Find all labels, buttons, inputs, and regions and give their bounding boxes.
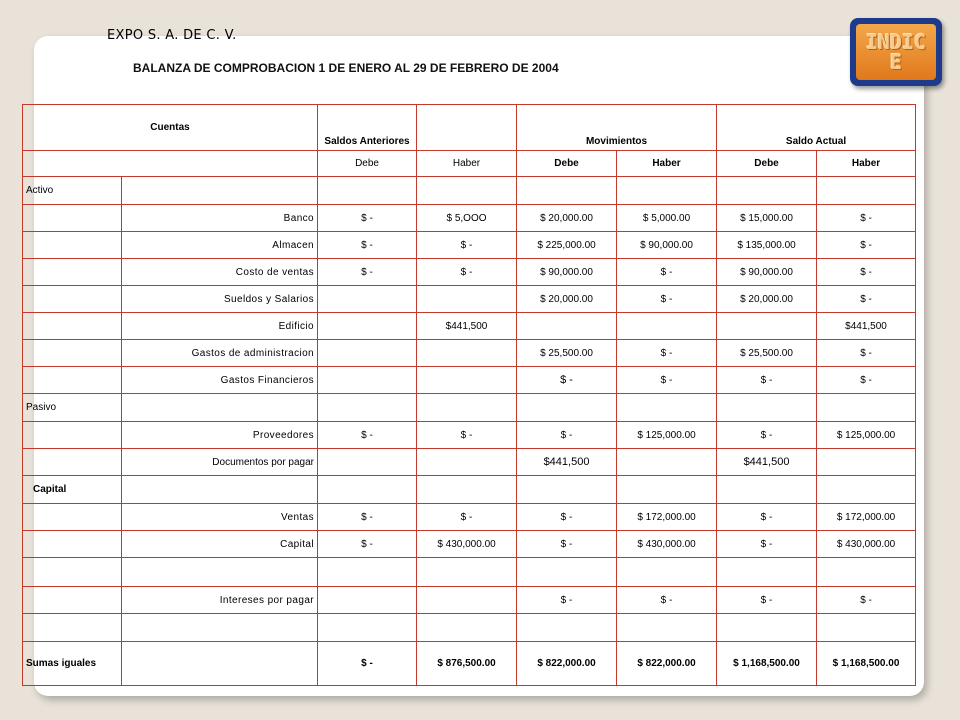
- subheader-debe: Debe: [318, 151, 417, 177]
- cell-value: [318, 449, 417, 476]
- cell-value: $ -: [817, 259, 916, 286]
- totals-row: [23, 642, 916, 686]
- total-value: $ 1,168,500.00: [817, 642, 916, 686]
- table-row: [23, 340, 916, 367]
- section-label-capital: Capital: [23, 476, 122, 504]
- cell-value: $ -: [517, 531, 617, 558]
- cell-value: $ -: [717, 587, 817, 614]
- account-name: Banco: [122, 205, 318, 232]
- header-row: [23, 105, 916, 151]
- empty-row: [23, 614, 916, 642]
- trial-balance-table: [22, 104, 916, 686]
- cell-value: $ -: [817, 340, 916, 367]
- account-name: Capital: [122, 531, 318, 558]
- cell-value: $441,500: [717, 449, 817, 476]
- cell-value: $ -: [318, 232, 417, 259]
- cell-value: [817, 449, 916, 476]
- cell-value: $ -: [617, 259, 717, 286]
- cell-value: $ 25,500.00: [717, 340, 817, 367]
- cell-value: $441,500: [517, 449, 617, 476]
- table-row: [23, 367, 916, 394]
- cell-value: $ 125,000.00: [617, 422, 717, 449]
- index-button[interactable]: [850, 18, 942, 86]
- total-value: $ 876,500.00: [417, 642, 517, 686]
- cell-value: $ -: [617, 340, 717, 367]
- cell-value: $ 20,000.00: [517, 286, 617, 313]
- cell-value: $ -: [417, 232, 517, 259]
- cell-value: $ 135,000.00: [717, 232, 817, 259]
- table-row: [23, 259, 916, 286]
- cell-value: $ -: [318, 259, 417, 286]
- cell-value: $ 90,000.00: [517, 259, 617, 286]
- cell-value: [417, 367, 517, 394]
- section-row-capital: [23, 476, 916, 504]
- cell-value: $ 20,000.00: [517, 205, 617, 232]
- table-row: [23, 504, 916, 531]
- cell-value: $441,500: [817, 313, 916, 340]
- subheader-haber: Haber: [817, 151, 916, 177]
- cell-value: $441,500: [417, 313, 517, 340]
- section-label-activo: Activo: [23, 177, 122, 205]
- cell-value: [318, 313, 417, 340]
- table-row: [23, 205, 916, 232]
- index-button-face[interactable]: [856, 24, 936, 80]
- section-row-pasivo: [23, 394, 916, 422]
- cell-value: [617, 313, 717, 340]
- cell-value: [318, 340, 417, 367]
- cell-value: $ -: [717, 531, 817, 558]
- section-label-pasivo: Pasivo: [23, 394, 122, 422]
- total-value: $ -: [318, 642, 417, 686]
- cell-value: $ -: [517, 422, 617, 449]
- report-title: BALANZA DE COMPROBACION 1 DE ENERO AL 29 DE FEBRERO DE 2004: [133, 61, 559, 75]
- cell-value: $ -: [517, 367, 617, 394]
- header-saldo-actual: Saldo Actual: [717, 105, 916, 151]
- index-button-label[interactable]: INDICE: [865, 30, 927, 74]
- account-name: Edificio: [122, 313, 318, 340]
- cell-value: [417, 340, 517, 367]
- cell-value: $ 125,000.00: [817, 422, 916, 449]
- table-row: [23, 313, 916, 340]
- empty-row: [23, 558, 916, 587]
- totals-label: Sumas iguales: [23, 642, 122, 686]
- subheader-debe: Debe: [517, 151, 617, 177]
- cell-value: [318, 587, 417, 614]
- cell-value: [417, 587, 517, 614]
- cell-value: [617, 449, 717, 476]
- cell-value: $ -: [817, 232, 916, 259]
- subheader-haber: Haber: [617, 151, 717, 177]
- table-row: [23, 232, 916, 259]
- subheader-debe: Debe: [717, 151, 817, 177]
- section-row-activo: [23, 177, 916, 205]
- cell-value: $ -: [517, 504, 617, 531]
- account-name: Intereses por pagar: [122, 587, 318, 614]
- cell-value: $ -: [617, 367, 717, 394]
- cell-value: $ -: [318, 422, 417, 449]
- account-name: Ventas: [122, 504, 318, 531]
- cell-value: $ 5,OOO: [417, 205, 517, 232]
- header-movimientos: Movimientos: [517, 105, 717, 151]
- cell-value: $ 172,000.00: [617, 504, 717, 531]
- cell-value: $ 225,000.00: [517, 232, 617, 259]
- cell-value: $ -: [318, 531, 417, 558]
- cell-value: $ -: [617, 286, 717, 313]
- cell-value: $ 430,000.00: [617, 531, 717, 558]
- cell-value: [318, 286, 417, 313]
- account-name: Gastos de administracion: [122, 340, 318, 367]
- cell-value: $ -: [318, 504, 417, 531]
- total-value: $ 1,168,500.00: [717, 642, 817, 686]
- account-name: Sueldos y Salarios: [122, 286, 318, 313]
- cell-value: $ -: [417, 504, 517, 531]
- total-value: $ 822,000.00: [517, 642, 617, 686]
- cell-value: $ -: [717, 504, 817, 531]
- cell-value: $ 90,000.00: [717, 259, 817, 286]
- cell-value: $ -: [817, 205, 916, 232]
- cell-value: $ 25,500.00: [517, 340, 617, 367]
- header-empty: [417, 105, 517, 151]
- cell-value: $ 20,000.00: [717, 286, 817, 313]
- cell-value: $ 430,000.00: [817, 531, 916, 558]
- cell-value: [417, 286, 517, 313]
- cell-value: $ 172,000.00: [817, 504, 916, 531]
- cell-value: $ -: [717, 367, 817, 394]
- cell-value: $ -: [817, 286, 916, 313]
- table-row: [23, 422, 916, 449]
- cell-value: [517, 313, 617, 340]
- cell-value: $ -: [817, 367, 916, 394]
- cell-value: $ -: [717, 422, 817, 449]
- account-name: Almacen: [122, 232, 318, 259]
- cell-value: $ 430,000.00: [417, 531, 517, 558]
- header-saldos-anteriores: Saldos Anteriores: [318, 105, 417, 151]
- cell-value: $ 90,000.00: [617, 232, 717, 259]
- cell-value: $ -: [417, 422, 517, 449]
- cell-value: [318, 367, 417, 394]
- table-row: [23, 587, 916, 614]
- total-value: $ 822,000.00: [617, 642, 717, 686]
- cell-value: $ 5,000.00: [617, 205, 717, 232]
- subheader-row: [23, 151, 916, 177]
- account-name: Proveedores: [122, 422, 318, 449]
- subheader-empty: [23, 151, 318, 177]
- account-name: Costo de ventas: [122, 259, 318, 286]
- account-name: Documentos por pagar: [122, 449, 318, 476]
- subheader-haber: Haber: [417, 151, 517, 177]
- company-name: EXPO S. A. DE C. V.: [107, 28, 237, 43]
- cell-value: $ 15,000.00: [717, 205, 817, 232]
- table-row: [23, 531, 916, 558]
- cell-value: $ -: [617, 587, 717, 614]
- account-name: Gastos Financieros: [122, 367, 318, 394]
- table-row: [23, 449, 916, 476]
- cell-value: $ -: [417, 259, 517, 286]
- cell-value: $ -: [517, 587, 617, 614]
- cell-value: $ -: [817, 587, 916, 614]
- table-row: [23, 286, 916, 313]
- cell-value: $ -: [318, 205, 417, 232]
- cell-value: [717, 313, 817, 340]
- header-cuentas: Cuentas: [23, 105, 318, 151]
- cell-value: [417, 449, 517, 476]
